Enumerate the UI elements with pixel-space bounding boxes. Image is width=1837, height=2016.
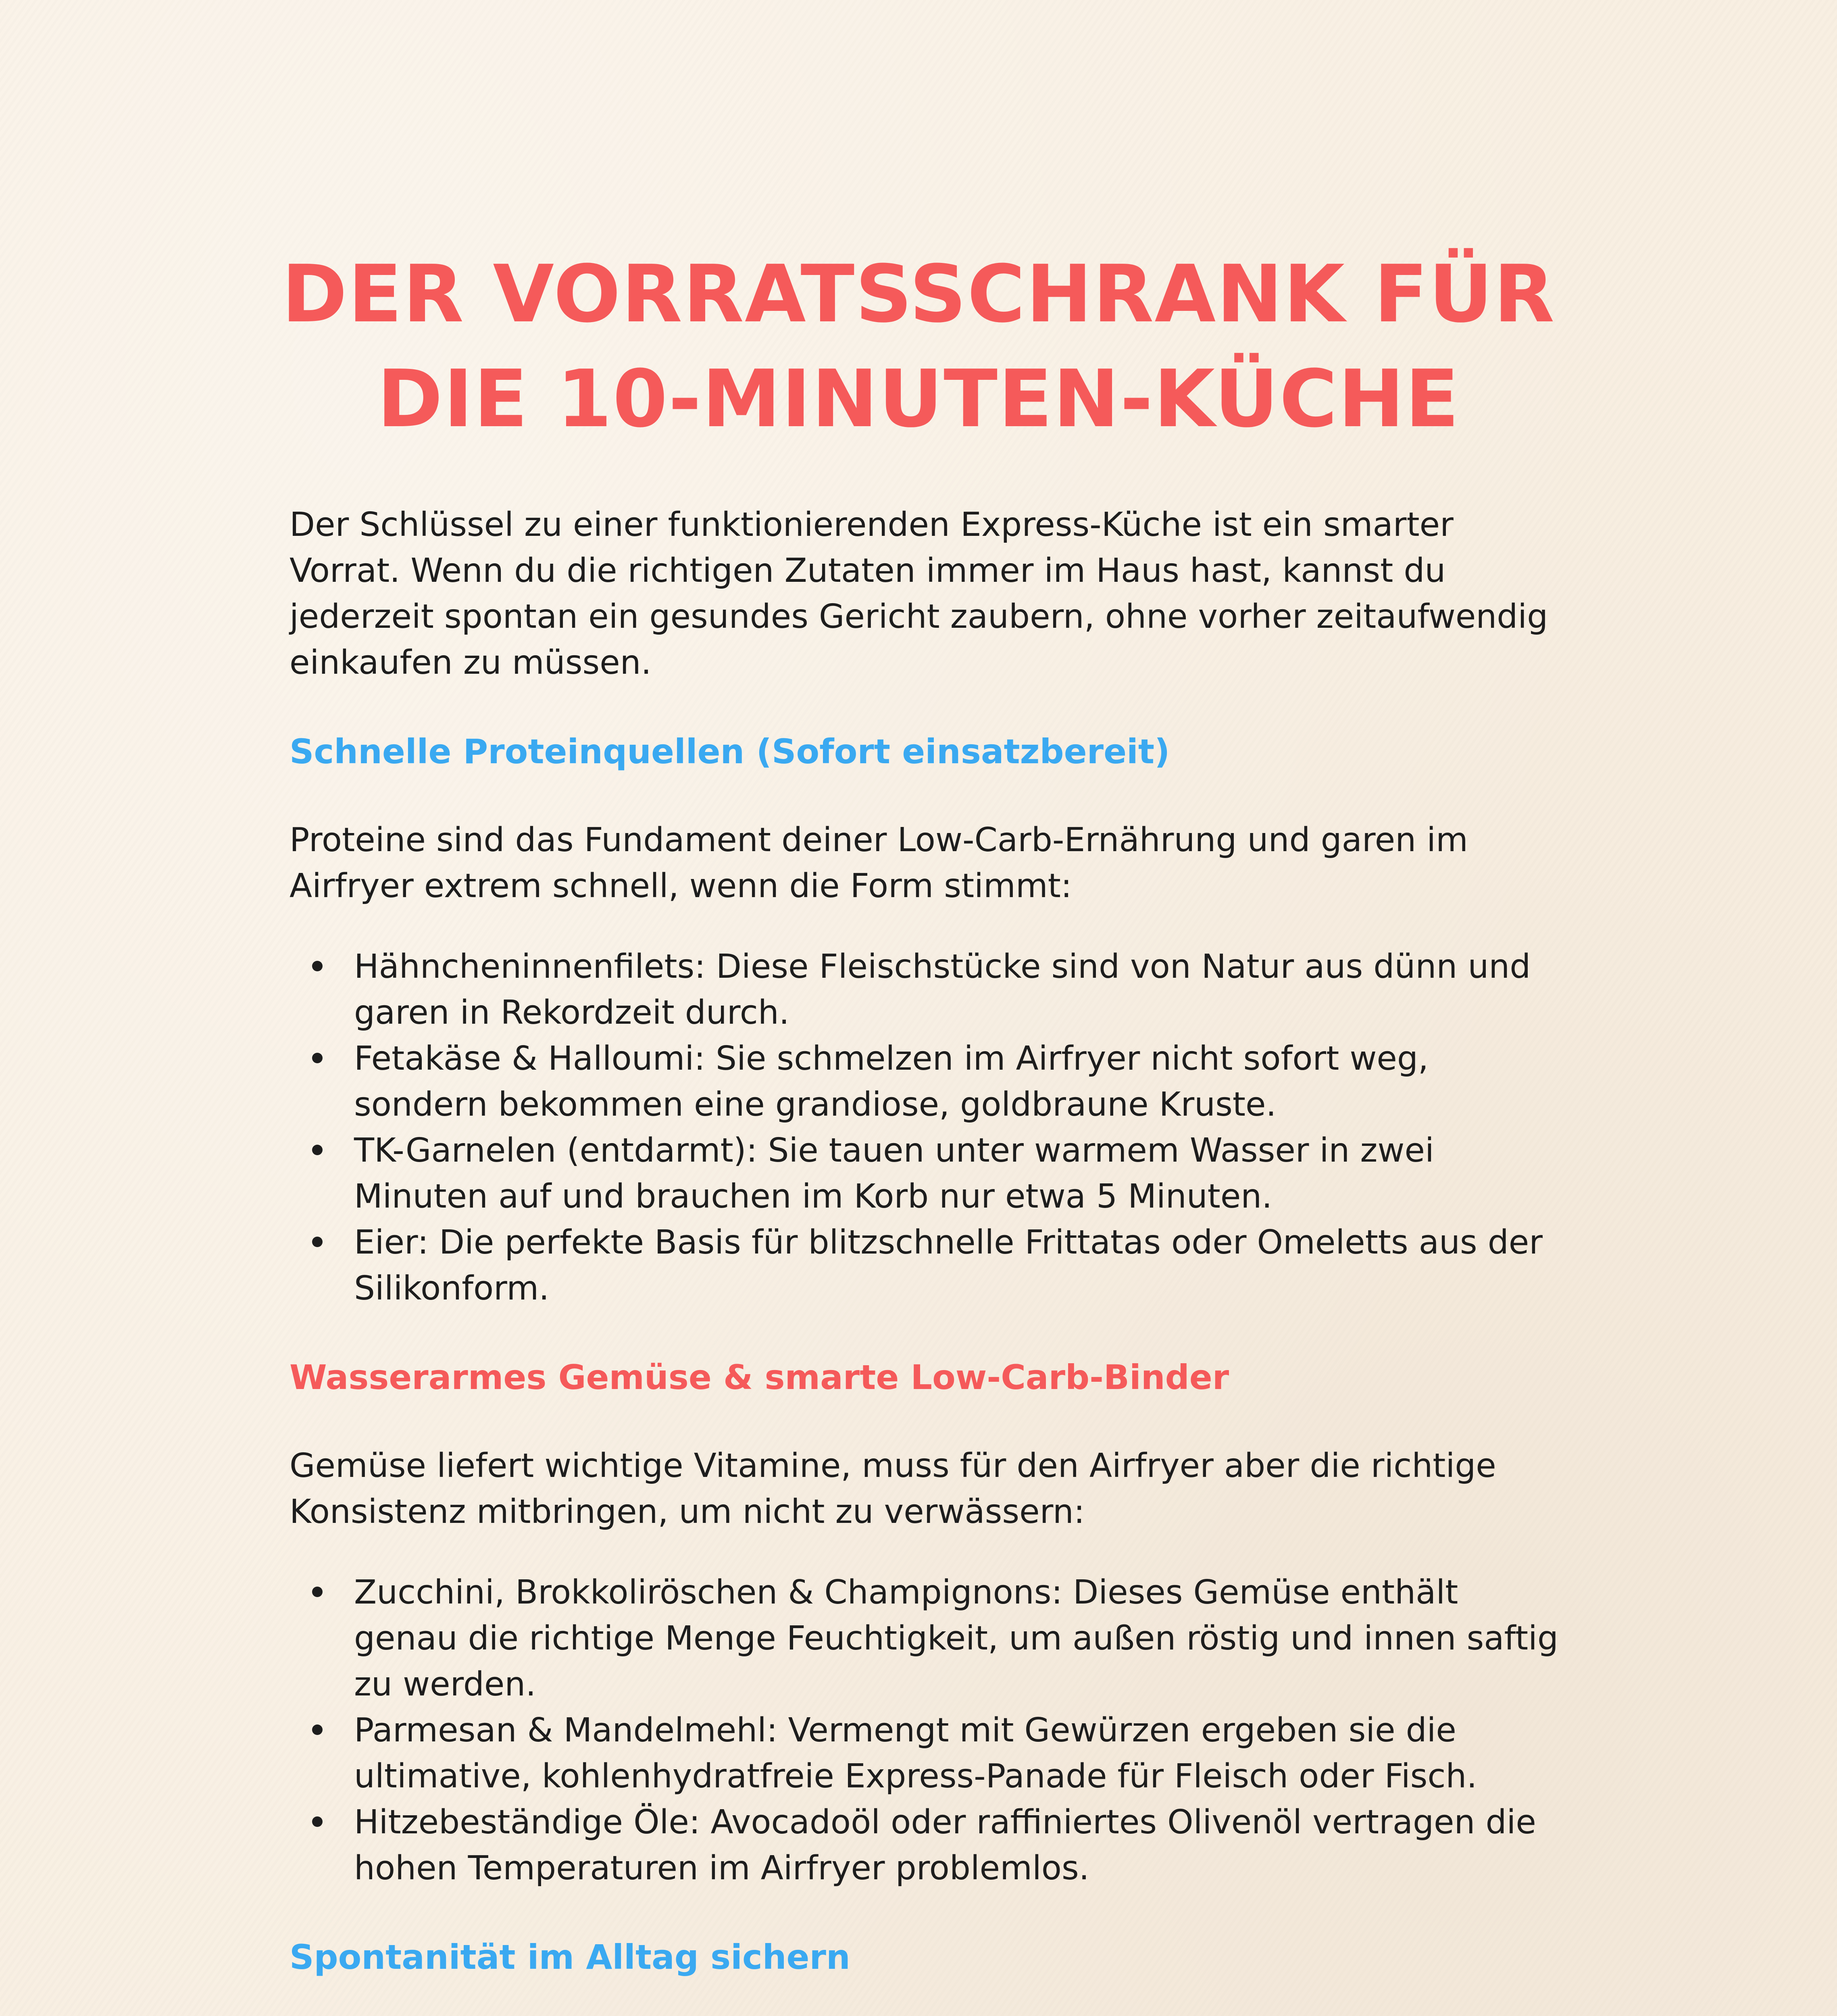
list-item: Hitzebeständige Öle: Avocadoöl oder raffiniertes Olivenöl vertragen die hohen Temperaturen im Airfryer problemlos. — [290, 1799, 1572, 1891]
page-title: DER VORRATSSCHRANK FÜR DIE 10-MINUTEN-KÜCHE — [281, 248, 1556, 445]
list-item: Parmesan & Mandelmehl: Vermengt mit Gewürzen ergeben sie die ultimative, kohlenhydratfreie Express-Panade für Fleisch oder Fisch. — [290, 1708, 1572, 1799]
list-item: Hähncheninnenfilets: Diese Fleischstücke sind von Natur aus dünn und garen in Rekordzeit durch. — [290, 944, 1572, 1036]
vegetable-list — [290, 1570, 1572, 1891]
section-text-vegetables: Gemüse liefert wichtige Vitamine, muss für den Airfryer aber die richtige Konsistenz mitbringen, um nicht zu verwässern: — [290, 1447, 1496, 1531]
intro-paragraph: Der Schlüssel zu einer funktionierenden Express-Küche ist ein smarter Vorrat. Wenn du die richtigen Zutaten immer im Haus hast, kannst du jederzeit spontan ein gesundes Gericht zaubern, ohne vorher zeitaufwendig einkaufen zu müssen. — [290, 506, 1548, 682]
content-body — [290, 502, 1572, 2016]
list-item: Eier: Die perfekte Basis für blitzschnelle Frittatas oder Omeletts aus der Silikonform. — [290, 1220, 1572, 1312]
section-heading-spontaneity: Spontanität im Alltag sichern — [290, 1937, 850, 1977]
list-item: Zucchini, Brokkoliröschen & Champignons: Dieses Gemüse enthält genau die richtige Menge Feuchtigkeit, um außen röstig und innen saftig zu werden. — [290, 1570, 1572, 1708]
section-heading-vegetables: Wasserarmes Gemüse & smarte Low-Carb-Binder — [290, 1358, 1229, 1397]
protein-list — [290, 944, 1572, 1312]
section-heading-proteins: Schnelle Proteinquellen (Sofort einsatzbereit) — [290, 732, 1170, 771]
section-text-proteins: Proteine sind das Fundament deiner Low-Carb-Ernährung und garen im Airfryer extrem schnell, wenn die Form stimmt: — [290, 821, 1468, 905]
list-item: TK-Garnelen (entdarmt): Sie tauen unter warmem Wasser in zwei Minuten auf und brauchen im Korb nur etwa 5 Minuten. — [290, 1128, 1572, 1220]
list-item: Fetakäse & Halloumi: Sie schmelzen im Airfryer nicht sofort weg, sondern bekommen eine grandiose, goldbraune Kruste. — [290, 1036, 1572, 1128]
